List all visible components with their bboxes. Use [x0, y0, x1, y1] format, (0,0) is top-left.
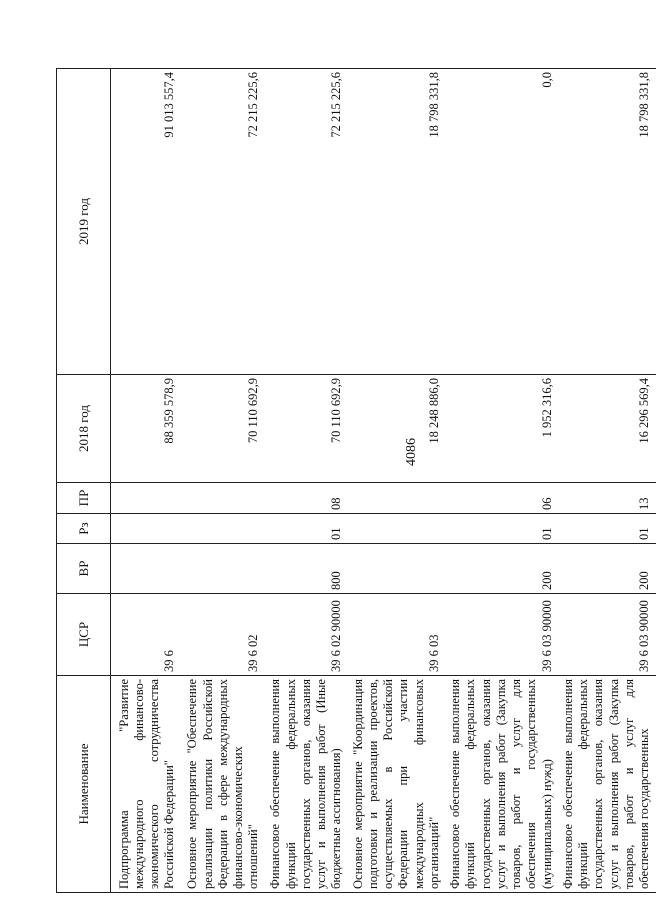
row-2019: 18 798 331,8 [349, 69, 447, 375]
row-pr [182, 483, 266, 514]
row-2019: 18 798 331,8 [559, 69, 656, 375]
row-pr: 06 [446, 483, 559, 514]
row-vr [111, 544, 182, 594]
header-row [57, 69, 111, 893]
header-name: Наименование [57, 676, 111, 893]
row-name: Финансовое обеспечение выполнения функций федеральных государственных органов, оказания услуг и выполнения работ (Закупка товаров, работ и услуг для обеспечения государственных (муниципальных) нужд) [446, 676, 559, 893]
table-row [559, 69, 656, 893]
page-number: 4086 [404, 438, 419, 466]
table-row [349, 69, 447, 893]
row-2019: 91 013 557,4 [111, 69, 182, 375]
row-2019: 72 215 225,6 [266, 69, 349, 375]
budget-table [56, 68, 656, 893]
row-vr: 200 [559, 544, 656, 594]
row-rz: 01 [266, 514, 349, 544]
row-rz [111, 514, 182, 544]
row-pr: 13 [559, 483, 656, 514]
row-rz: 01 [559, 514, 656, 544]
row-vr: 800 [266, 544, 349, 594]
row-name: Подпрограмма "Развитие международного финансово-экономического сотрудничества Российской Федерации" [111, 676, 182, 893]
row-pr [349, 483, 447, 514]
row-2018: 16 296 569,4 [559, 375, 656, 483]
header-2019: 2019 год [57, 69, 111, 375]
row-vr [182, 544, 266, 594]
table-row [111, 69, 182, 893]
row-rz: 01 [446, 514, 559, 544]
table-row [446, 69, 559, 893]
row-name: Финансовое обеспечение выполнения функций федеральных государственных органов, оказания услуг и выполнения работ (Закупка товаров, работ и услуг для обеспечения государственных [559, 676, 656, 893]
header-csr: ЦСР [57, 594, 111, 676]
header-pr: ПР [57, 483, 111, 514]
row-vr: 200 [446, 544, 559, 594]
header-rz: Рз [57, 514, 111, 544]
row-csr: 39 6 03 [349, 594, 447, 676]
row-2018: 70 110 692,9 [182, 375, 266, 483]
budget-sheet [56, 69, 651, 893]
row-csr: 39 6 02 90000 [266, 594, 349, 676]
row-2018: 70 110 692,9 [266, 375, 349, 483]
table-row [266, 69, 349, 893]
row-csr: 39 6 [111, 594, 182, 676]
row-name: Основное мероприятие "Координация подготовки и реализации проектов, осуществляемых в Российской Федерации при участии международных финансовых организаций" [349, 676, 447, 893]
row-2019: 72 215 225,6 [182, 69, 266, 375]
header-vr: ВР [57, 544, 111, 594]
row-name: Основное мероприятие "Обеспечение реализации политики Российской Федерации в сфере международных финансово-экономических отношений" [182, 676, 266, 893]
row-2018: 18 248 886,0 [349, 375, 447, 483]
row-rz [349, 514, 447, 544]
row-pr [111, 483, 182, 514]
row-pr: 08 [266, 483, 349, 514]
row-csr: 39 6 03 90000 [446, 594, 559, 676]
row-csr: 39 6 03 90000 [559, 594, 656, 676]
header-2018: 2018 год [57, 375, 111, 483]
row-vr [349, 544, 447, 594]
row-2018: 88 359 578,9 [111, 375, 182, 483]
row-rz [182, 514, 266, 544]
row-csr: 39 6 02 [182, 594, 266, 676]
row-name: Финансовое обеспечение выполнения функций федеральных государственных органов, оказания услуг и выполнения работ (Иные бюджетные ассигнования) [266, 676, 349, 893]
row-2019: 0,0 [446, 69, 559, 375]
row-2018: 1 952 316,6 [446, 375, 559, 483]
rotated-table-frame [56, 69, 651, 893]
table-row [182, 69, 266, 893]
